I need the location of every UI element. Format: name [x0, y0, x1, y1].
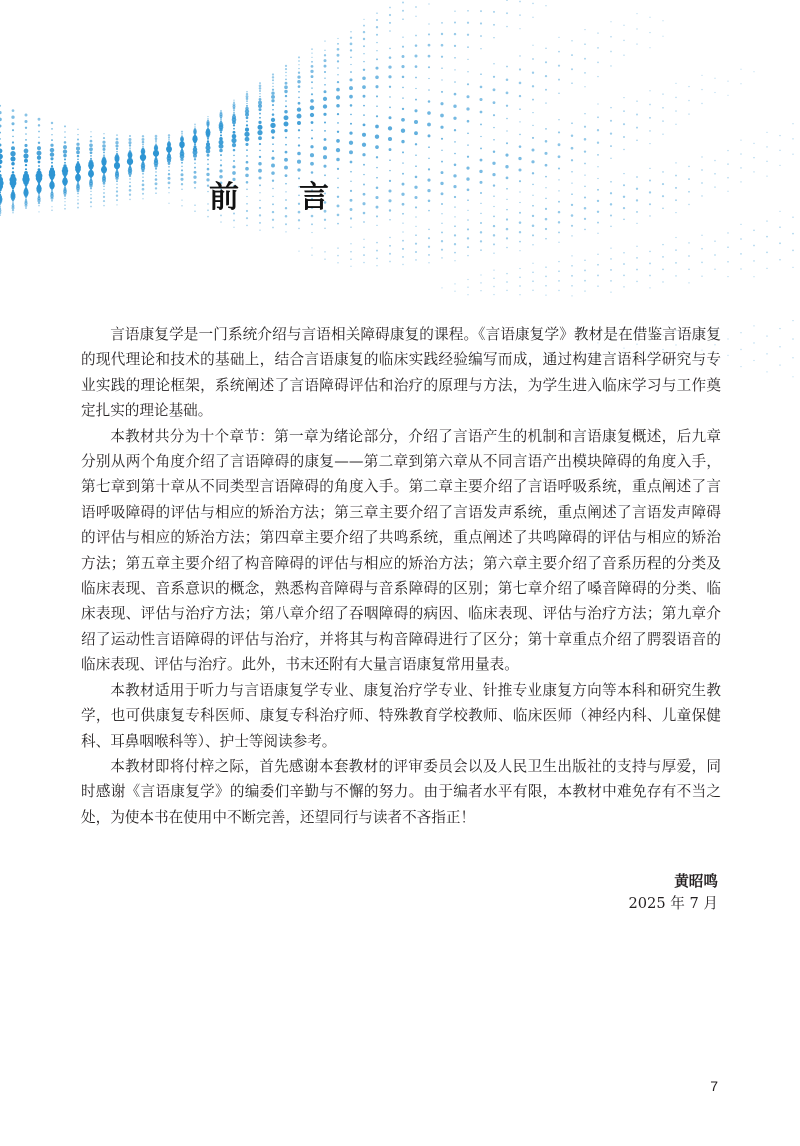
- author-name: 黄昭鸣: [674, 873, 718, 890]
- page-title: [0, 172, 540, 216]
- page-number: 7: [710, 1078, 718, 1094]
- paragraph-4: 本教材即将付梓之际，首先感谢本套教材的评审委员会以及人民卫生出版社的支持与厚爱，同时感谢《言语康复学》的编委们辛勤与不懈的努力。由于编者水平有限，本教材中难免存有不当之处，为使本书在使用中不断完善，还望同行与读者不吝指正！: [81, 757, 721, 826]
- signature-date: 2025 年 7 月: [628, 895, 718, 912]
- paragraph-3: 本教材适用于听力与言语康复学专业、康复治疗学专业、针推专业康复方向等本科和研究生教学，也可供康复专科医师、康复专科治疗师、特殊教育学校教师、临床医师（神经内科、儿童保健科、耳鼻咽喉科等）、护士等阅读参考。: [81, 681, 721, 750]
- preface-body: [81, 322, 721, 830]
- paragraph-1: 言语康复学是一门系统介绍与言语相关障碍康复的课程。《言语康复学》教材是在借鉴言语康复的现代理论和技术的基础上，结合言语康复的临床实践经验编写而成，通过构建言语科学研究与专业实践的理论框架，系统阐述了言语障碍评估和治疗的原理与方法，为学生进入临床学习与工作奠定扎实的理论基础。: [81, 326, 721, 420]
- paragraph-2: 本教材共分为十个章节：第一章为绪论部分，介绍了言语产生的机制和言语康复概述，后九章分别从两个角度介绍了言语障碍的康复——第二章到第六章从不同言语产出模块障碍的角度入手，第七章到第十章从不同类型言语障碍的角度入手。第二章主要介绍了言语呼吸系统，重点阐述了言语呼吸障碍的评估与相应的矫治方法；第三章主要介绍了言语发声系统，重点阐述了言语发声障碍的评估与相应的矫治方法；第四章主要介绍了共鸣系统，重点阐述了共鸣障碍的评估与相应的矫治方法；第五章主要介绍了构音障碍的评估与相应的矫治方法；第六章主要介绍了音系历程的分类及临床表现、音系意识的概念，熟悉构音障碍与音系障碍的区别；第七章介绍了嗓音障碍的分类、临床表现、评估与治疗方法；第八章介绍了吞咽障碍的病因、临床表现、评估与治疗方法；第九章介绍了运动性言语障碍的评估与治疗，并将其与构音障碍进行了区分；第十章重点介绍了腭裂语音的临床表现、评估与治疗。此外，书末还附有大量言语康复常用量表。: [81, 427, 721, 674]
- title-char-2: 言: [299, 180, 331, 215]
- title-char-1: 前: [209, 180, 241, 215]
